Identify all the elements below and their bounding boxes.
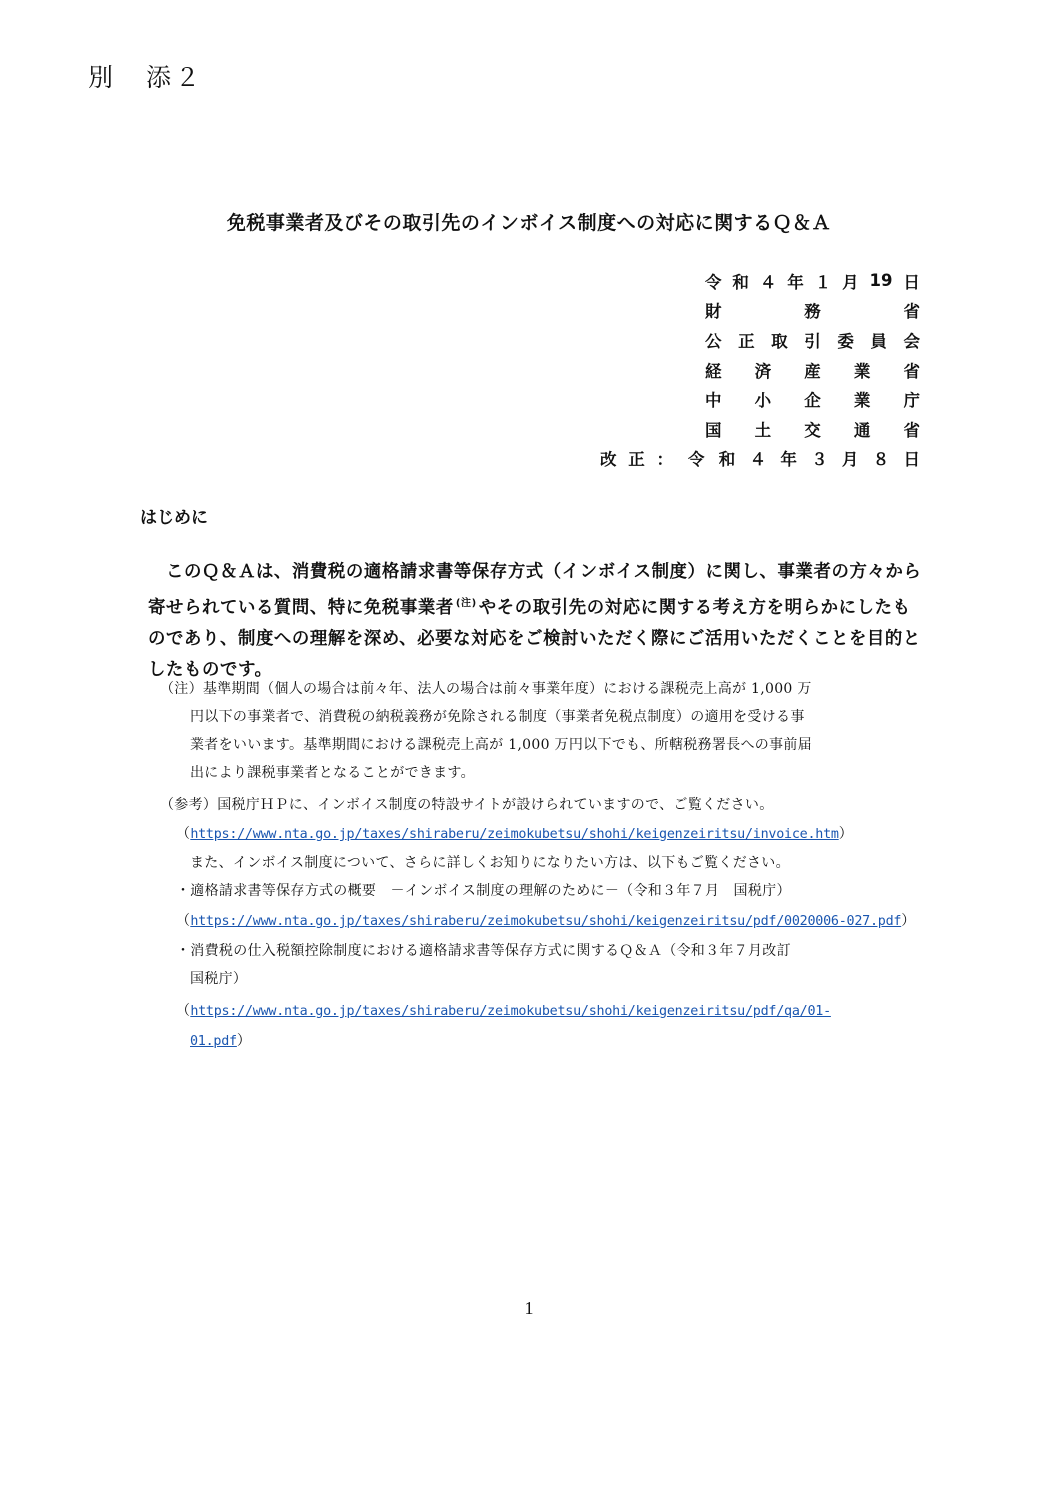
document-title: 免税事業者及びその取引先のインボイス制度への対応に関するＱ＆Ａ (226, 212, 832, 234)
reference-item-2-line-2: 国税庁） (190, 971, 248, 987)
issuer-mlit: 国 土 交 通 省 (705, 420, 920, 440)
page-number: 1 (524, 1298, 534, 1318)
reference-link-1-line: （https://www.nta.go.jp/taxes/shiraberu/zeimokubetsu/shohi/keigenzeiritsu/invoice.htm） (176, 826, 854, 842)
note-mark: (注) (455, 598, 477, 609)
reference-link-3-line: （https://www.nta.go.jp/taxes/shiraberu/zeimokubetsu/shohi/keigenzeiritsu/pdf/qa/01- (176, 1003, 831, 1019)
reference-link-3-line-2: 01.pdf） (190, 1033, 252, 1049)
section-heading: はじめに (140, 508, 208, 528)
reference-link-2-line: （https://www.nta.go.jp/taxes/shiraberu/zeimokubetsu/shohi/keigenzeiritsu/pdf/0020006-027.pdf） (176, 913, 916, 929)
intro-paragraph: このＱ＆Ａは、消費税の適格請求書等保存方式（インボイス制度）に関し、事業者の方々から寄せられている質問、特に免税事業者 $^{(注)}$ やその取引先の対応に関する考え方を明らかにしたものであり、制度への理解を深め、必要な対応をご検討いただく際にご活用いただくことを目的としたものです。 (148, 562, 922, 680)
revision-date: 改 正 ： 令 和 ４ 年 ３ 月 ８ 日 (600, 444, 920, 474)
qa-pdf-link[interactable]: https://www.nta.go.jp/taxes/shiraberu/zeimokubetsu/shohi/keigenzeiritsu/pdf/qa/01- (190, 1004, 831, 1019)
revision-label: 改 正 ： (600, 450, 676, 470)
issuer-sme-agency: 中 小 企 業 庁 (705, 391, 920, 411)
issuer-meti: 経 済 産 業 省 (705, 361, 920, 381)
reference-item-2-line-1: ・消費税の仕入税額控除制度における適格請求書等保存方式に関するＱ＆Ａ（令和３年７月改訂 (176, 943, 791, 959)
reference-intro: （参考）国税庁ＨＰに、インボイス制度の特設サイトが設けられていますので、ご覧ください。 (160, 797, 774, 813)
issue-date: 令 和 ４ 年 １ 月 19 日 (705, 271, 920, 292)
footnote-line-3: 業者をいいます。基準期間における課税売上高が 1,000 万円以下でも、所轄税務署長への事前届 (190, 737, 812, 753)
reference-more-text: また、インボイス制度について、さらに詳しくお知りになりたい方は、以下もご覧ください。 (190, 855, 790, 871)
issuer-block (600, 266, 920, 473)
issuer-mof: 財 務 省 (705, 302, 920, 322)
issuer-jftc: 公 正 取 引 委 員 会 (705, 331, 920, 351)
footnote-line-1: （注）基準期間（個人の場合は前々年、法人の場合は前々事業年度）における課税売上高が 1,000 万 (160, 681, 812, 697)
reference-item-1: ・適格請求書等保存方式の概要 －インボイス制度の理解のために－（令和３年７月 国税庁） (176, 883, 791, 899)
footnote-line-2: 円以下の事業者で、消費税の納税義務が免除される制度（事業者免税点制度）の適用を受ける事 (190, 709, 805, 725)
invoice-overview-pdf-link[interactable]: https://www.nta.go.jp/taxes/shiraberu/zeimokubetsu/shohi/keigenzeiritsu/pdf/0020006-027.pdf (190, 914, 902, 929)
footnote-line-4: 出により課税事業者となることができます。 (190, 765, 475, 781)
qa-pdf-link-continued[interactable]: 01.pdf (190, 1034, 237, 1049)
annex-label: 別 添２ (88, 65, 205, 92)
invoice-site-link[interactable]: https://www.nta.go.jp/taxes/shiraberu/zeimokubetsu/shohi/keigenzeiritsu/invoice.htm (190, 827, 839, 842)
